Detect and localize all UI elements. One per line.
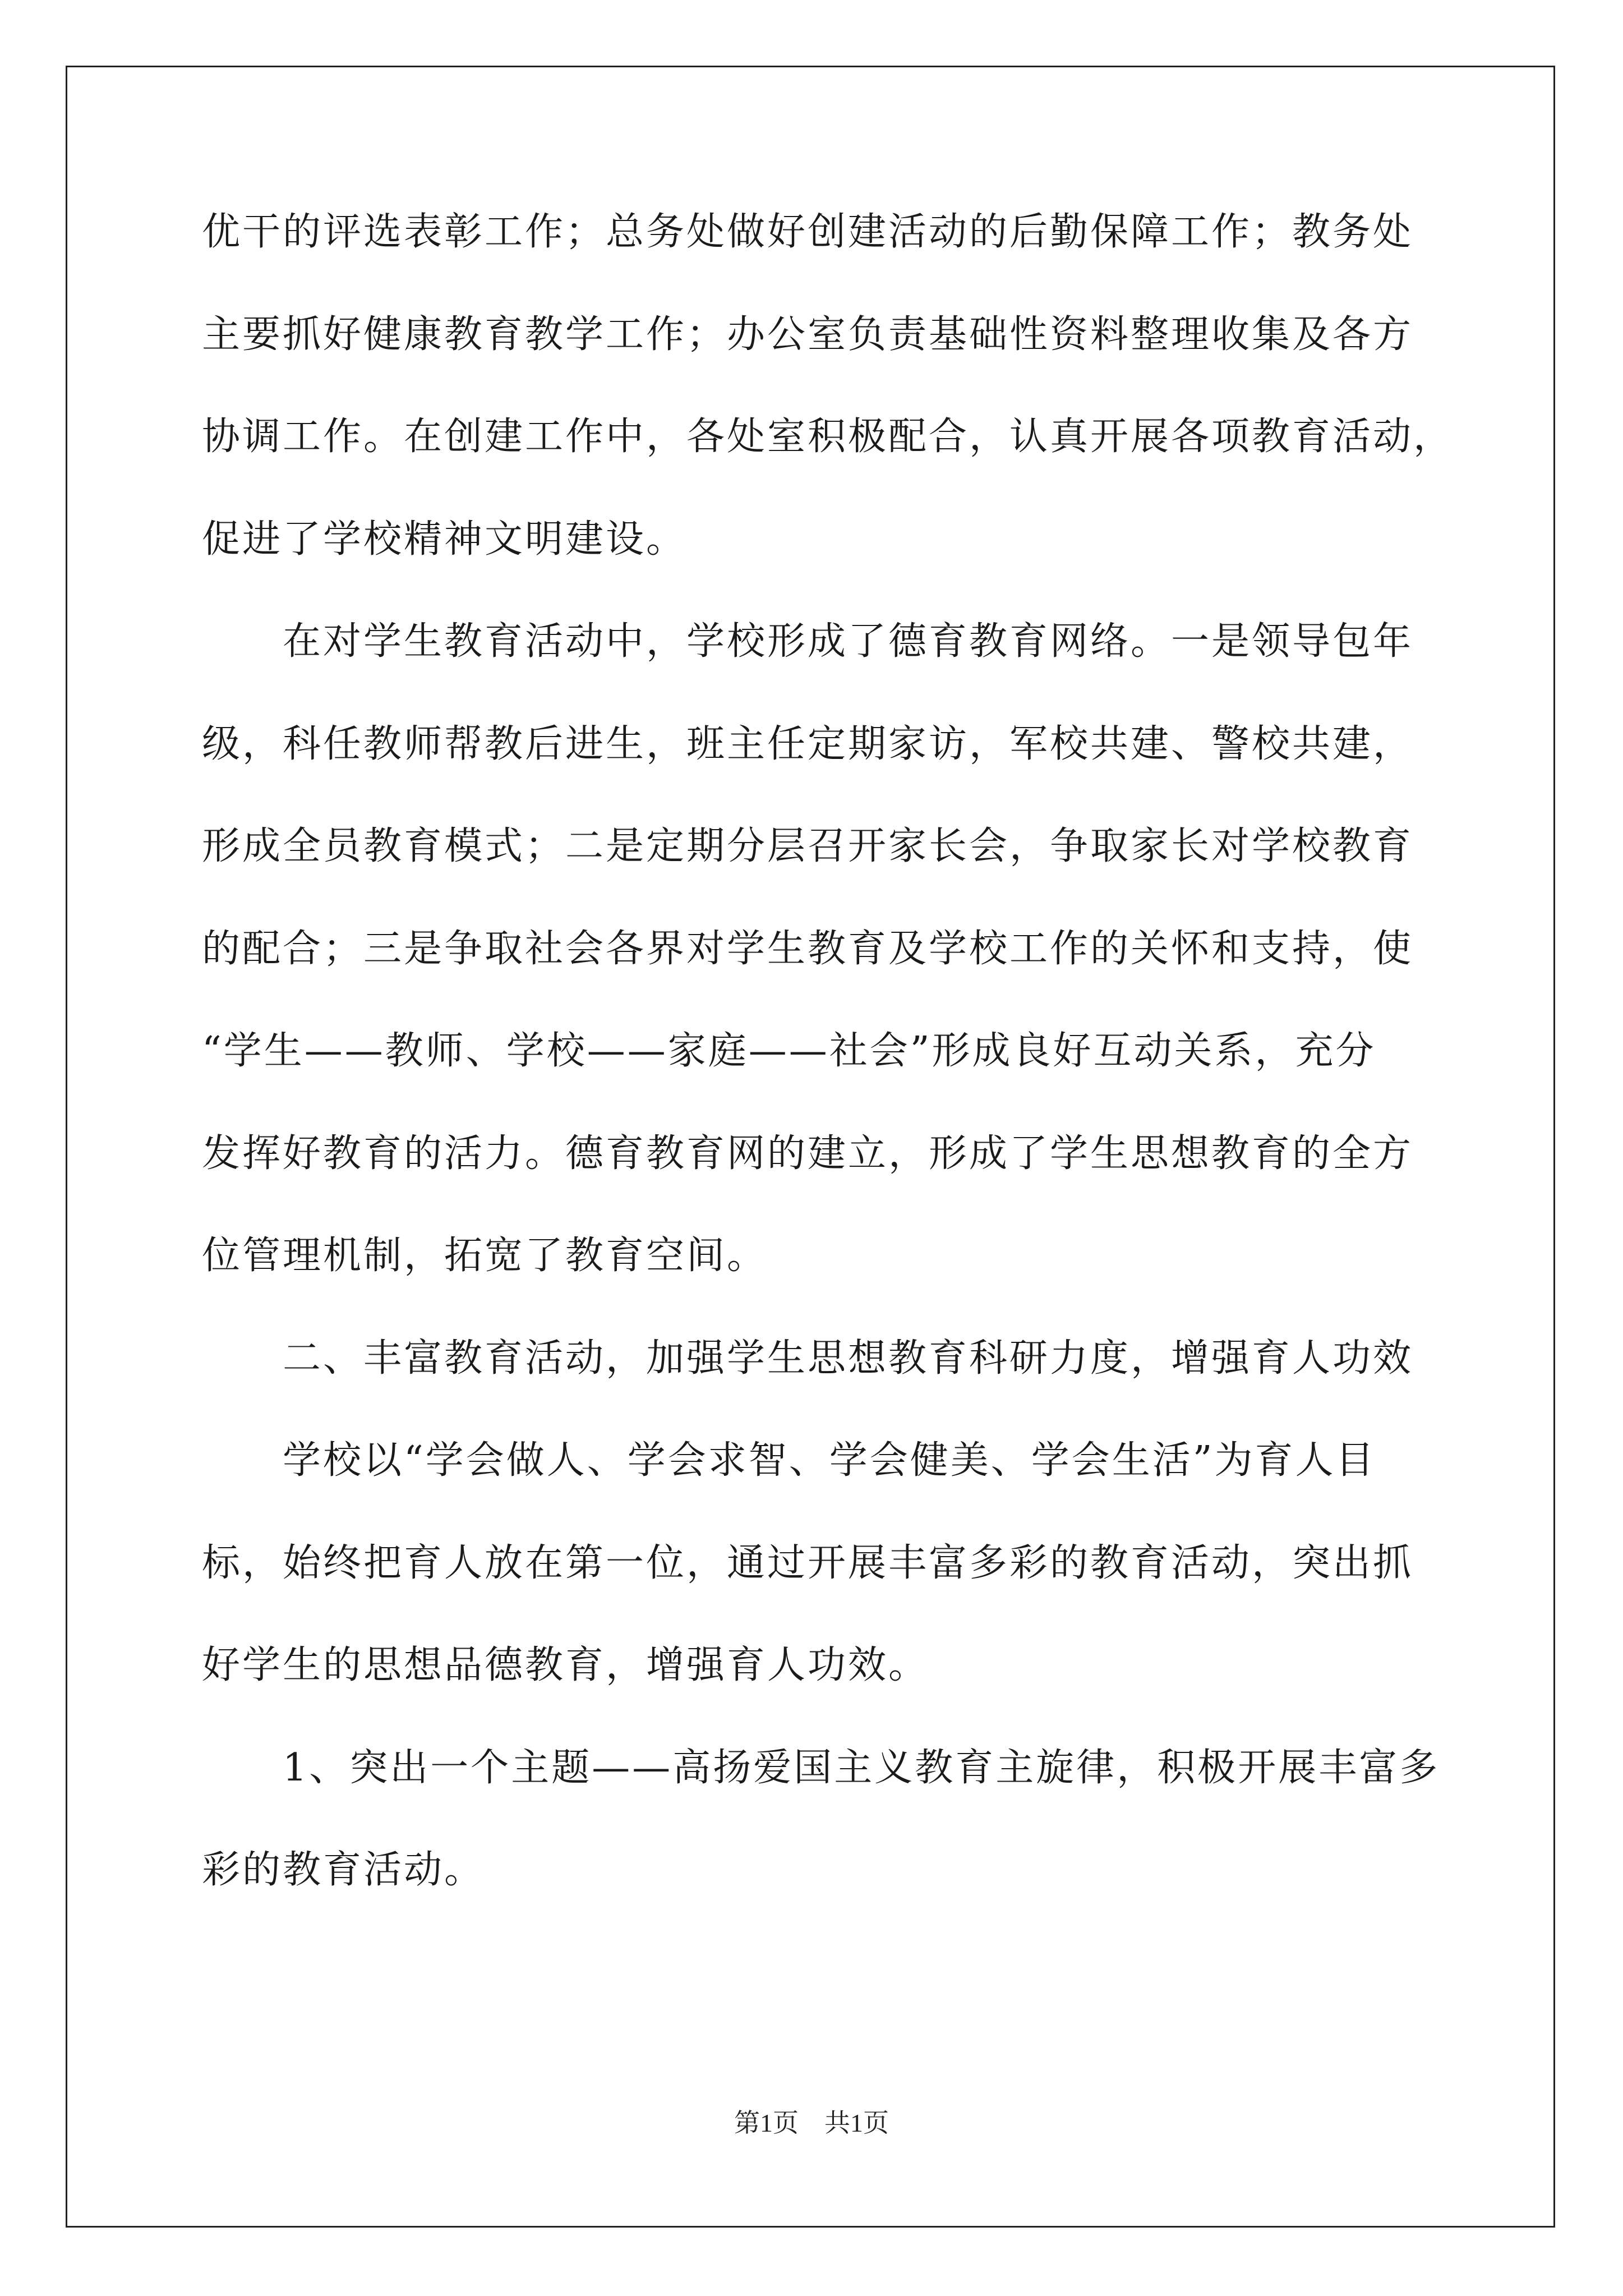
text-line: 在对学生教育活动中，学校形成了德育教育网络。一是领导包年 <box>202 619 1414 664</box>
text-line: 彩的教育活动。 <box>202 1848 485 1892</box>
text-line: 好学生的思想品德教育，增强育人功效。 <box>202 1643 929 1687</box>
text-line: “学生——教师、学校——家庭——社会”形成良好互动关系，充分 <box>202 1029 1376 1073</box>
section-heading: 二、丰富教育活动，加强学生思想教育科研力度，增强育人功效 <box>202 1336 1414 1381</box>
text-line: 优干的评选表彰工作；总务处做好创建活动的后勤保障工作；教务处 <box>202 210 1414 254</box>
text-line: 发挥好教育的活力。德育教育网的建立，形成了学生思想教育的全方 <box>202 1131 1414 1176</box>
text-line: 促进了学校精神文明建设。 <box>202 517 687 562</box>
page-footer <box>0 2110 1623 2136</box>
text-line: 的配合；三是争取社会各界对学生教育及学校工作的关怀和支持，使 <box>202 926 1414 971</box>
text-line: 1、突出一个主题——高扬爱国主义教育主旋律，积极开展丰富多 <box>202 1745 1440 1790</box>
text-line: 主要抓好健康教育教学工作；办公室负责基础性资料整理收集及各方 <box>202 312 1414 357</box>
text-line: 位管理机制，拓宽了教育空间。 <box>202 1234 768 1278</box>
page-number: 第1页 共1页 <box>734 2109 889 2137</box>
document-body <box>202 210 1454 1954</box>
text-line: 形成全员教育模式；二是定期分层召开家长会，争取家长对学校教育 <box>202 824 1414 868</box>
text-line: 标，始终把育人放在第一位，通过开展丰富多彩的教育活动，突出抓 <box>202 1540 1414 1585</box>
text-line: 级，科任教师帮教后进生，班主任定期家访，军校共建、警校共建， <box>202 721 1414 766</box>
text-line: 协调工作。在创建工作中，各处室积极配合，认真开展各项教育活动， <box>202 415 1454 459</box>
text-line: 学校以“学会做人、学会求智、学会健美、学会生活”为育人目 <box>202 1438 1376 1483</box>
